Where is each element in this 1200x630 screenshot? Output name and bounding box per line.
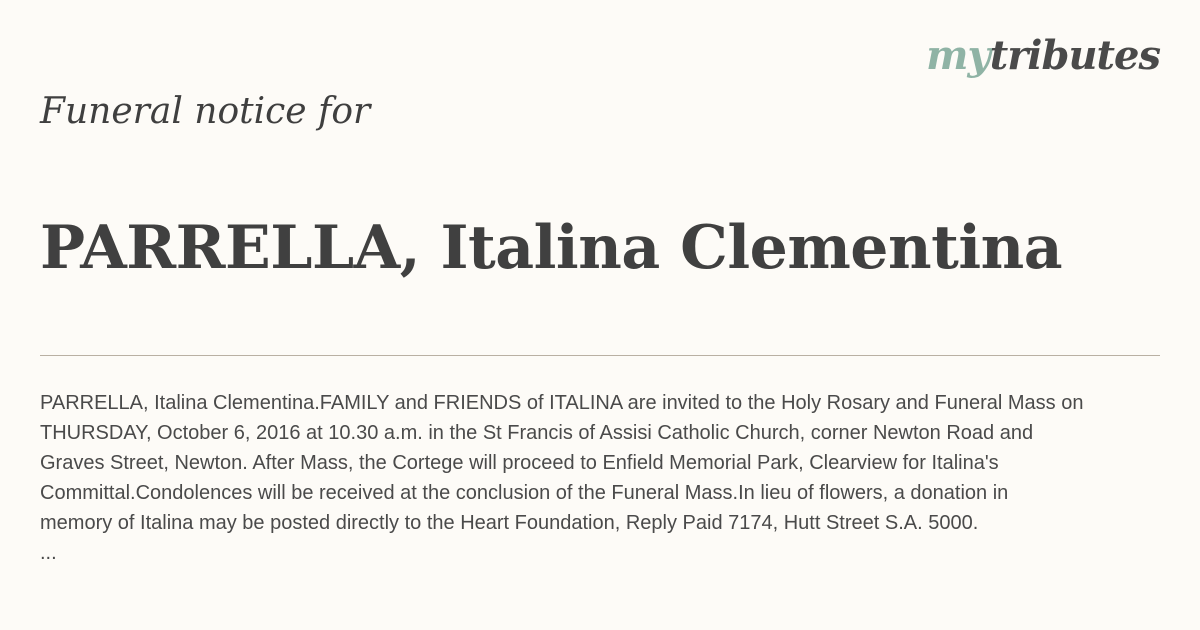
logo-prefix: my <box>926 32 990 79</box>
notice-subtitle: Funeral notice for <box>40 91 371 132</box>
notice-text: PARRELLA, Italina Clementina.FAMILY and FRIENDS of ITALINA are invited to the Holy Rosary and Funeral Mass on THURSDAY, October 6, 2016 at 10.30 a.m. in the St Francis of Assisi Catholic Church, corner Newton Road and Graves Street, Newton. After Mass, the Cortege will proceed to Enfield Memorial Park, Clearview for Italina's Committal.Condolences will be received at the conclusion of the Funeral Mass.In lieu of flowers, a donation in memory of Italina may be posted directly to the Heart Foundation, Reply Paid 7174, Hutt Street S.A. 5000. <box>40 392 1084 534</box>
notice-ellipsis: ... <box>40 542 57 564</box>
deceased-name: PARRELLA, Italina Clementina <box>40 213 1063 283</box>
mytributes-logo[interactable] <box>926 32 1160 79</box>
logo-suffix: tributes <box>989 32 1160 79</box>
divider <box>40 355 1160 356</box>
